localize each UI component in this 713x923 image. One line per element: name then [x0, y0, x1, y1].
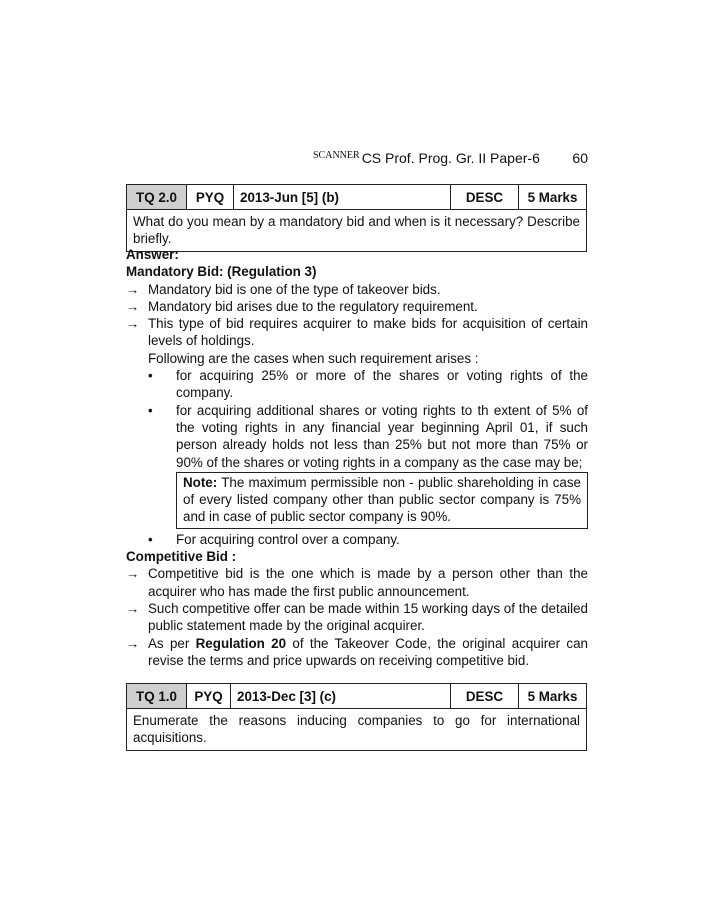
bullet-item [126, 531, 588, 548]
marks-cell: 5 Marks [527, 189, 578, 205]
pyq-cell: PYQ [187, 684, 231, 708]
list-item-text: Such competitive offer can be made within 15 working days of the detailed public statement made by the original acquirer. [148, 600, 588, 634]
bullet-text: for acquiring 25% or more of the shares or voting rights of the company. [176, 368, 588, 401]
question-box-2 [126, 683, 587, 751]
page-header [313, 148, 588, 168]
header-title: CS Prof. Prog. Gr. II Paper-6 [361, 150, 540, 166]
scanner-logo: SCANNER [313, 149, 360, 161]
page-number: 60 [572, 150, 588, 166]
list-item-suffix: of the Takeover Code, the original acquirer can revise the terms and price upwards on receiving competitive bid. [148, 635, 589, 668]
list-item [126, 600, 588, 635]
question-text: What do you mean by a mandatory bid and when is it necessary? Describe briefly. [133, 214, 580, 246]
bullet-item [126, 367, 588, 402]
list-item [126, 635, 588, 670]
note-text: The maximum permissible non - public shareholding in case of every listed company other than public sector company is 75% and in case of public sector company is 90%. [183, 474, 581, 525]
list-item [126, 315, 588, 350]
bullet-icon: • [148, 368, 153, 384]
note-label: Note: [183, 474, 218, 490]
mandatory-bid-heading: Mandatory Bid: (Regulation 3) [126, 264, 317, 280]
tq-cell: TQ 1.0 [127, 684, 187, 708]
list-item-text: This type of bid requires acquirer to make bids for acquisition of certain levels of holdings. [148, 316, 588, 349]
list-item-text: Mandatory bid arises due to the regulatory requirement. [148, 298, 478, 314]
competitive-bid-heading: Competitive Bid : [126, 549, 237, 565]
tq-cell: TQ 2.0 [127, 185, 187, 209]
bullet-icon: • [148, 531, 153, 547]
exam-date-cell: 2013-Dec [3] (c) [231, 684, 451, 708]
bullet-item [126, 402, 588, 471]
arrow-icon: → [126, 600, 140, 616]
list-item [126, 281, 588, 298]
answer-label: Answer: [126, 247, 179, 262]
arrow-icon: → [126, 635, 140, 651]
answer-section [126, 246, 588, 669]
cases-intro: Following are the cases when such requirement arises : [148, 350, 479, 366]
list-item [126, 565, 588, 600]
exam-date-cell: 2013-Jun [5] (b) [234, 185, 451, 209]
arrow-icon: → [126, 298, 140, 314]
list-item-text: Competitive bid is the one which is made by a person other than the acquirer who has made the first public announcement. [148, 566, 588, 599]
arrow-icon: → [126, 281, 140, 297]
arrow-icon: → [126, 566, 140, 582]
list-item-prefix: As per [148, 635, 196, 651]
question-meta-row [127, 185, 586, 210]
bullet-icon: • [148, 402, 153, 418]
list-item [126, 298, 588, 315]
list-item-text: Mandatory bid is one of the type of takeover bids. [148, 281, 441, 297]
bullet-text: For acquiring control over a company. [176, 531, 400, 547]
question-meta-row [127, 684, 586, 709]
question-type-cell: DESC [451, 185, 519, 209]
marks-cell: 5 Marks [527, 688, 578, 704]
question-type-cell: DESC [451, 684, 519, 708]
question-box-1 [126, 184, 587, 252]
question-text: Enumerate the reasons inducing companies to go for international acquisitions. [133, 713, 580, 745]
note-box [176, 472, 588, 529]
pyq-cell: PYQ [187, 185, 234, 209]
regulation-reference: Regulation 20 [195, 635, 287, 651]
bullet-text: for acquiring additional shares or voting rights to th extent of 5% of the voting rights in any financial year beginning April 01, if such person already holds not less than 25% but not more than 75% or 90% of the shares or voting rights in a company as the case may be; [176, 402, 588, 470]
arrow-icon: → [126, 316, 140, 332]
